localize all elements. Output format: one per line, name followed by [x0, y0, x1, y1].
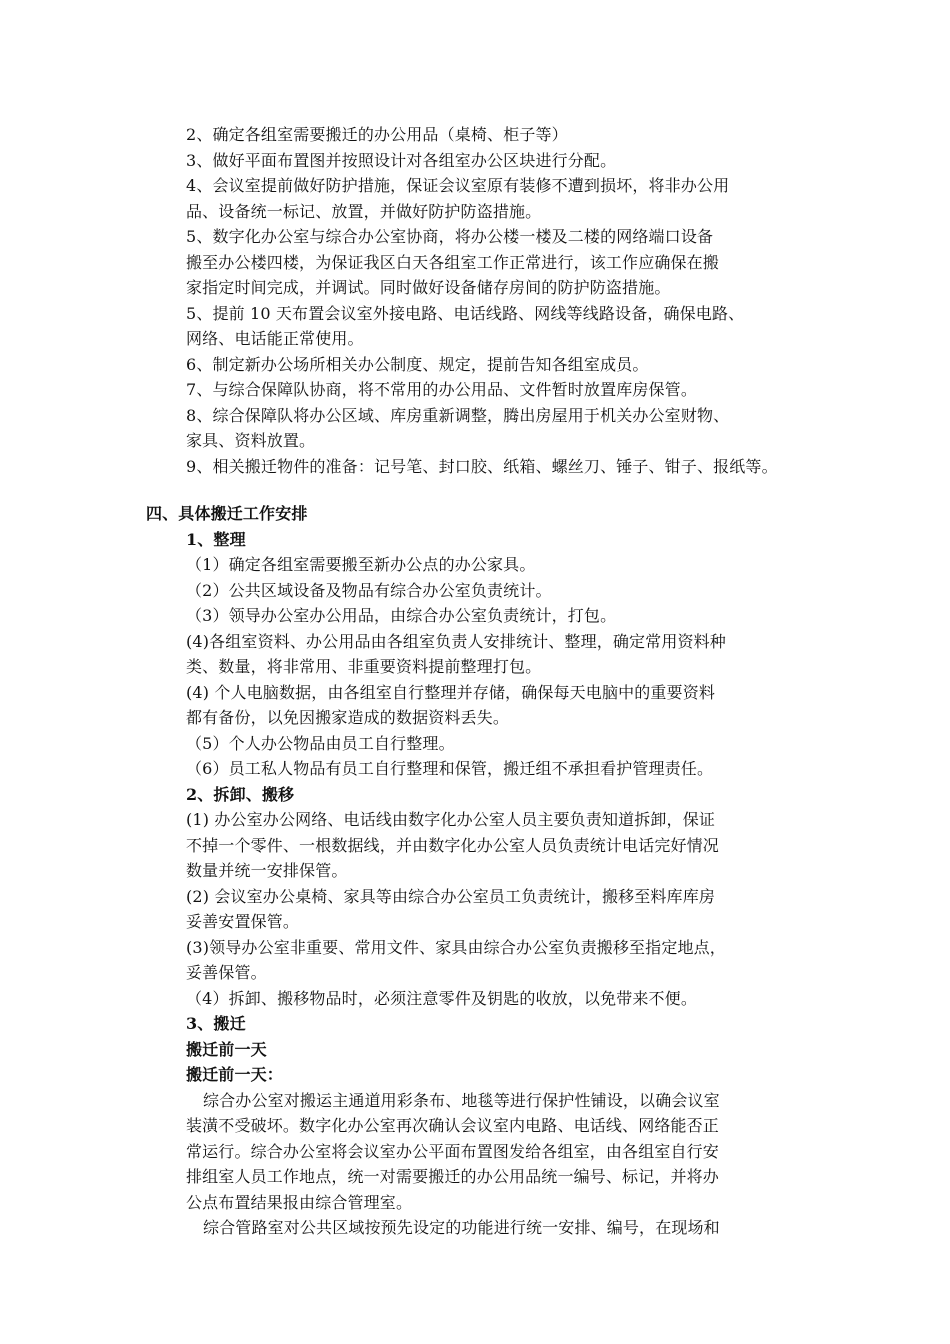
list-item: （6）员工私人物品有员工自行整理和保管，搬迁组不承担看护管理责任。: [186, 759, 714, 778]
subsection-heading: 1、整理: [186, 529, 246, 549]
subsection-heading: 2、拆卸、搬移: [186, 784, 295, 804]
document-body: [146, 122, 821, 1241]
paragraph-line: 综合管路室对公共区域按预先设定的功能进行统一安排、编号，在现场和: [203, 1218, 720, 1237]
list-item: (4)各组室资料、办公用品由各组室负责人安排统计、整理，确定常用资料种: [186, 631, 726, 651]
list-item: 数量并统一安排保管。: [186, 861, 348, 880]
list-item: 家指定时间完成，并调试。同时做好设备储存房间的防护防盗措施。: [186, 278, 671, 297]
list-item: 妥善安置保管。: [186, 912, 300, 931]
paragraph: [186, 1088, 821, 1216]
paragraph-line: 排组室人员工作地点，统一对需要搬迁的办公用品统一编号、标记，并将办: [186, 1167, 719, 1186]
paragraph-line: 综合办公室对搬运主通道用彩条布、地毯等进行保护性铺设，以确会议室: [203, 1090, 720, 1110]
list-item: 3、做好平面布置图并按照设计对各组室办公区块进行分配。: [186, 150, 617, 170]
list-item: 家具、资料放置。: [186, 431, 316, 450]
list-item: 8、综合保障队将办公区域、库房重新调整，腾出房屋用于机关办公室财物、: [186, 405, 730, 425]
paragraph-line: 装潢不受破坏。数字化办公室再次确认会议室内电路、电话线、网络能否正: [186, 1116, 719, 1135]
paragraph-line: 常运行。综合办公室将会议室办公平面布置图发给各组室，由各组室自行安: [186, 1141, 719, 1161]
list-item: （1）确定各组室需要搬至新办公点的办公家具。: [186, 555, 536, 574]
list-item: 9、相关搬迁物件的准备：记号笔、封口胶、纸箱、螺丝刀、锤子、钳子、报纸等。: [186, 456, 778, 476]
list-item: 4、会议室提前做好防护措施，保证会议室原有装修不遭到损坏，将非办公用: [186, 176, 730, 195]
section-heading: 四、具体搬迁工作安排: [146, 504, 308, 523]
day-before-heading: 搬迁前一天: [186, 1039, 267, 1059]
list-item: 品、设备统一标记、放置，并做好防护防盗措施。: [186, 201, 542, 221]
list-item: 5、数字化办公室与综合办公室协商，将办公楼一楼及二楼的网络端口设备: [186, 227, 714, 246]
list-item: 不掉一个零件、一根数据线，并由数字化办公室人员负责统计电话完好情况: [186, 835, 719, 855]
paragraph-line: 公点布置结果报由综合管理室。: [186, 1192, 413, 1212]
dismantle-list: [186, 807, 821, 1011]
list-item: (4) 个人电脑数据，由各组室自行整理并存储，确保每天电脑中的重要资料: [186, 682, 716, 702]
list-item: 6、制定新办公场所相关办公制度、规定，提前告知各组室成员。: [186, 354, 649, 374]
prep-list: [186, 122, 821, 479]
sort-list: [186, 552, 821, 782]
list-item: 妥善保管。: [186, 963, 267, 982]
list-item: 搬至办公楼四楼，为保证我区白天各组室工作正常进行，该工作应确保在搬: [186, 252, 719, 272]
list-item: 7、与综合保障队协商，将不常用的办公用品、文件暂时放置库房保管。: [186, 380, 697, 399]
list-item: (1) 办公室办公网络、电话线由数字化办公室人员主要负责知道拆卸，保证: [186, 810, 716, 829]
paragraph: [186, 1215, 821, 1241]
list-item: 网络、电话能正常使用。: [186, 329, 364, 348]
subsection-heading: 3、搬迁: [186, 1014, 246, 1033]
list-item: (2) 会议室办公桌椅、家具等由综合办公室员工负责统计，搬移至料库库房: [186, 886, 716, 906]
list-item: 都有备份，以免因搬家造成的数据资料丢失。: [186, 708, 510, 727]
list-item: （4）拆卸、搬移物品时，必须注意零件及钥匙的收放，以免带来不便。: [186, 988, 697, 1008]
list-item: 2、确定各组室需要搬迁的办公用品（桌椅、柜子等）: [186, 125, 568, 144]
list-item: 5、提前 10 天布置会议室外接电路、电话线路、网线等线路设备，确保电路、: [186, 303, 745, 323]
list-item: （2）公共区域设备及物品有综合办公室负责统计。: [186, 580, 552, 600]
list-item: （3）领导办公室办公用品，由综合办公室负责统计，打包。: [186, 606, 617, 625]
day-before-heading: 搬迁前一天：: [186, 1065, 283, 1084]
list-item: 类、数量，将非常用、非重要资料提前整理打包。: [186, 657, 542, 676]
list-item: （5）个人办公物品由员工自行整理。: [186, 733, 455, 753]
list-item: (3)领导办公室非重要、常用文件、家具由综合办公室负责搬移至指定地点，: [186, 937, 726, 957]
